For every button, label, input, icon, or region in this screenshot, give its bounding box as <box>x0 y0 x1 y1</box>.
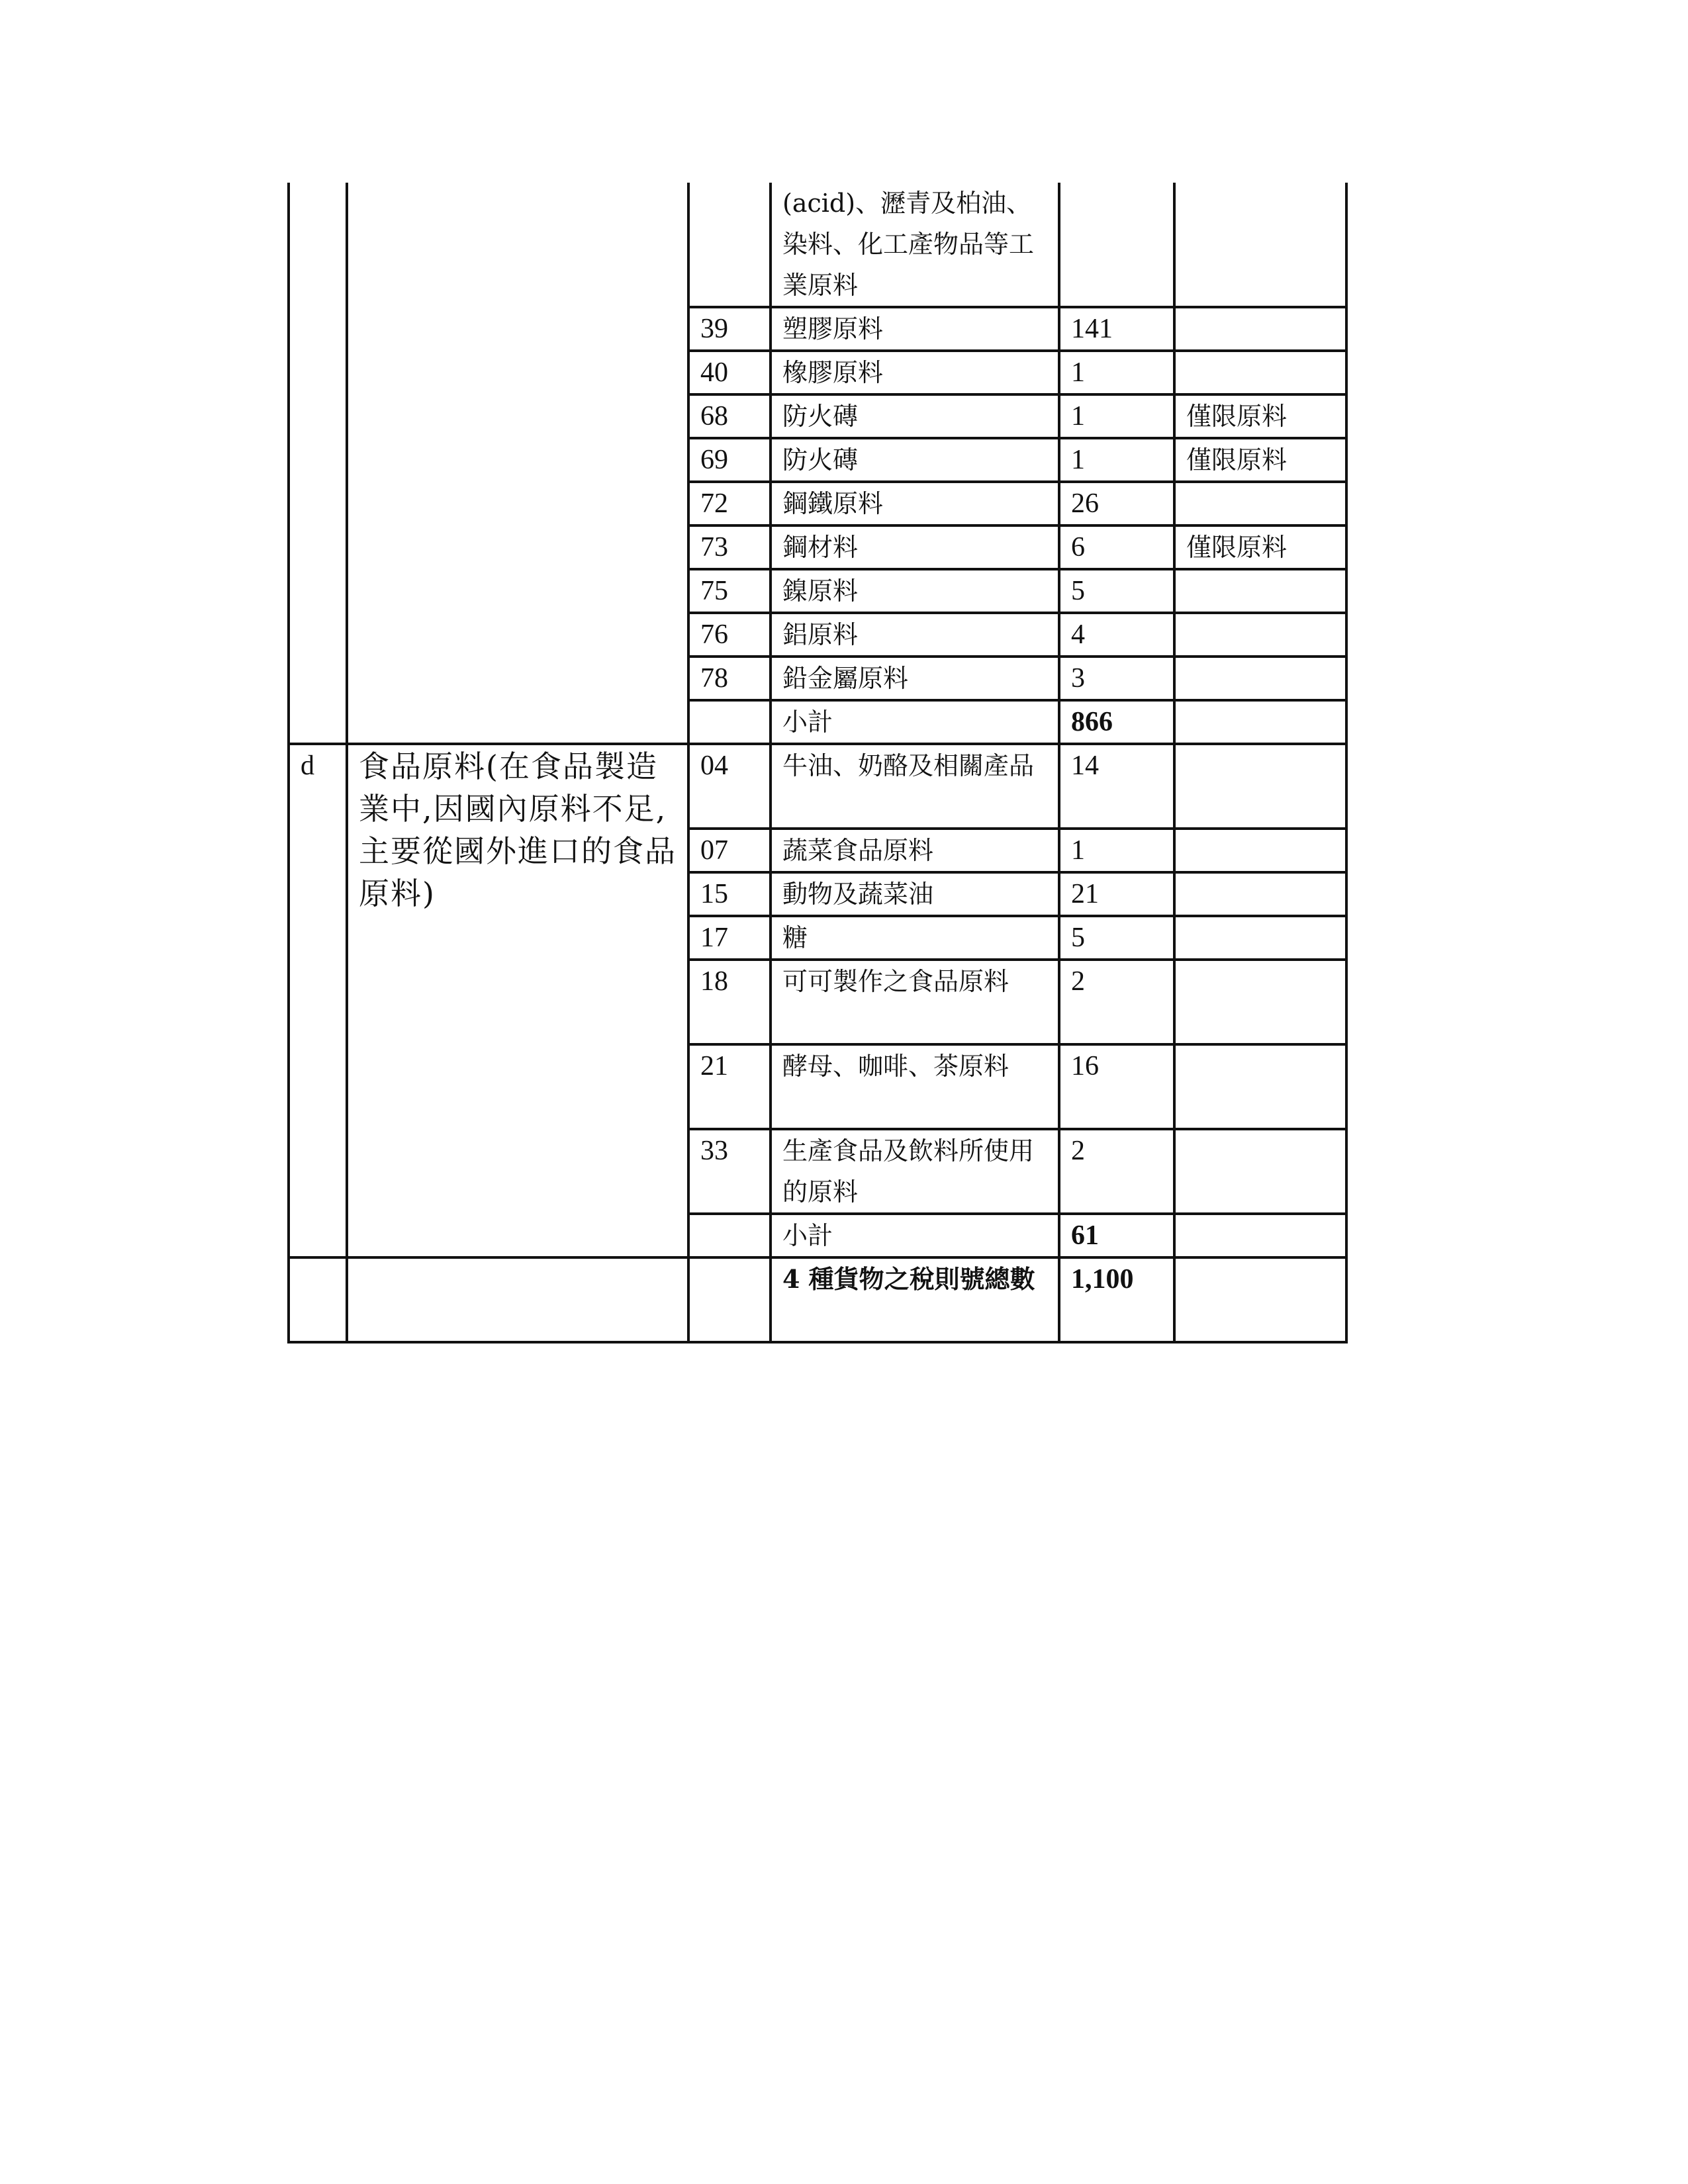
cell-note <box>1174 1257 1346 1342</box>
cell-count: 26 <box>1059 482 1174 525</box>
cell-category <box>347 183 688 744</box>
cell-note: 僅限原料 <box>1174 525 1346 569</box>
cell-code: 40 <box>688 351 771 394</box>
cell-code: 72 <box>688 482 771 525</box>
cell-note <box>1174 872 1346 916</box>
cell-count: 14 <box>1059 744 1174 829</box>
cell-category <box>347 1257 688 1342</box>
cell-note <box>1174 960 1346 1044</box>
cell-note <box>1174 569 1346 613</box>
section-letter: d <box>289 744 347 1257</box>
cell-count: 1 <box>1059 438 1174 482</box>
cell-note <box>1174 183 1346 307</box>
cell-count: 1 <box>1059 351 1174 394</box>
cell-description: 鋼鐵原料 <box>771 482 1059 525</box>
table-row <box>289 744 1346 829</box>
cell-code: 15 <box>688 872 771 916</box>
cell-count: 3 <box>1059 657 1174 700</box>
cell-note <box>1174 1129 1346 1214</box>
cell-description: 酵母、咖啡、茶原料 <box>771 1044 1059 1129</box>
cell-count: 2 <box>1059 1129 1174 1214</box>
cell-count: 2 <box>1059 960 1174 1044</box>
cell-code: 07 <box>688 829 771 872</box>
cell-description: 牛油、奶酪及相關產品 <box>771 744 1059 829</box>
cell-count <box>1059 183 1174 307</box>
cell-count: 1 <box>1059 394 1174 438</box>
cell-code: 18 <box>688 960 771 1044</box>
cell-description: 鋼材料 <box>771 525 1059 569</box>
cell-letter <box>289 1257 347 1342</box>
cell-description: 塑膠原料 <box>771 307 1059 351</box>
cell-description: 可可製作之食品原料 <box>771 960 1059 1044</box>
cell-description: 鎳原料 <box>771 569 1059 613</box>
cell-code <box>688 700 771 744</box>
cell-note <box>1174 482 1346 525</box>
cell-note <box>1174 351 1346 394</box>
cell-note: 僅限原料 <box>1174 438 1346 482</box>
cell-code: 17 <box>688 916 771 960</box>
cell-count: 141 <box>1059 307 1174 351</box>
cell-code: 69 <box>688 438 771 482</box>
cell-code: 04 <box>688 744 771 829</box>
cell-description: 鉛金屬原料 <box>771 657 1059 700</box>
cell-count: 21 <box>1059 872 1174 916</box>
cell-code: 68 <box>688 394 771 438</box>
subtotal-label: 小計 <box>771 700 1059 744</box>
cell-note <box>1174 307 1346 351</box>
subtotal-count: 866 <box>1059 700 1174 744</box>
cell-note <box>1174 1214 1346 1257</box>
cell-code: 33 <box>688 1129 771 1214</box>
cell-description: 防火磚 <box>771 438 1059 482</box>
cell-code: 39 <box>688 307 771 351</box>
cell-code <box>688 1257 771 1342</box>
cell-note <box>1174 916 1346 960</box>
section-category: 食品原料(在食品製造業中,因國內原料不足,主要從國外進口的食品原料) <box>347 744 688 1257</box>
cell-count: 1 <box>1059 829 1174 872</box>
subtotal-count: 61 <box>1059 1214 1174 1257</box>
cell-code <box>688 183 771 307</box>
cell-description: 糖 <box>771 916 1059 960</box>
cell-count: 5 <box>1059 569 1174 613</box>
cell-note <box>1174 700 1346 744</box>
cell-count: 16 <box>1059 1044 1174 1129</box>
cell-description: 防火磚 <box>771 394 1059 438</box>
cell-description: 橡膠原料 <box>771 351 1059 394</box>
total-row <box>289 1257 1346 1342</box>
cell-description: 生產食品及飲料所使用的原料 <box>771 1129 1059 1214</box>
subtotal-label: 小計 <box>771 1214 1059 1257</box>
cell-code: 75 <box>688 569 771 613</box>
cell-count: 5 <box>1059 916 1174 960</box>
cell-note <box>1174 1044 1346 1129</box>
cell-count: 4 <box>1059 613 1174 657</box>
cell-note <box>1174 744 1346 829</box>
cell-note: 僅限原料 <box>1174 394 1346 438</box>
cell-note <box>1174 829 1346 872</box>
cell-code: 21 <box>688 1044 771 1129</box>
cell-note <box>1174 613 1346 657</box>
cell-note <box>1174 657 1346 700</box>
cell-code: 73 <box>688 525 771 569</box>
total-label: 4 種貨物之稅則號總數 <box>771 1257 1059 1342</box>
cell-letter <box>289 183 347 744</box>
cell-description: (acid)、瀝青及柏油、染料、化工產物品等工業原料 <box>771 183 1059 307</box>
total-count: 1,100 <box>1059 1257 1174 1342</box>
cell-code: 78 <box>688 657 771 700</box>
cell-description: 動物及蔬菜油 <box>771 872 1059 916</box>
cell-count: 6 <box>1059 525 1174 569</box>
cell-description: 鋁原料 <box>771 613 1059 657</box>
table-row <box>289 183 1346 307</box>
cell-description: 蔬菜食品原料 <box>771 829 1059 872</box>
cell-code <box>688 1214 771 1257</box>
tariff-table <box>287 183 1348 1343</box>
cell-code: 76 <box>688 613 771 657</box>
